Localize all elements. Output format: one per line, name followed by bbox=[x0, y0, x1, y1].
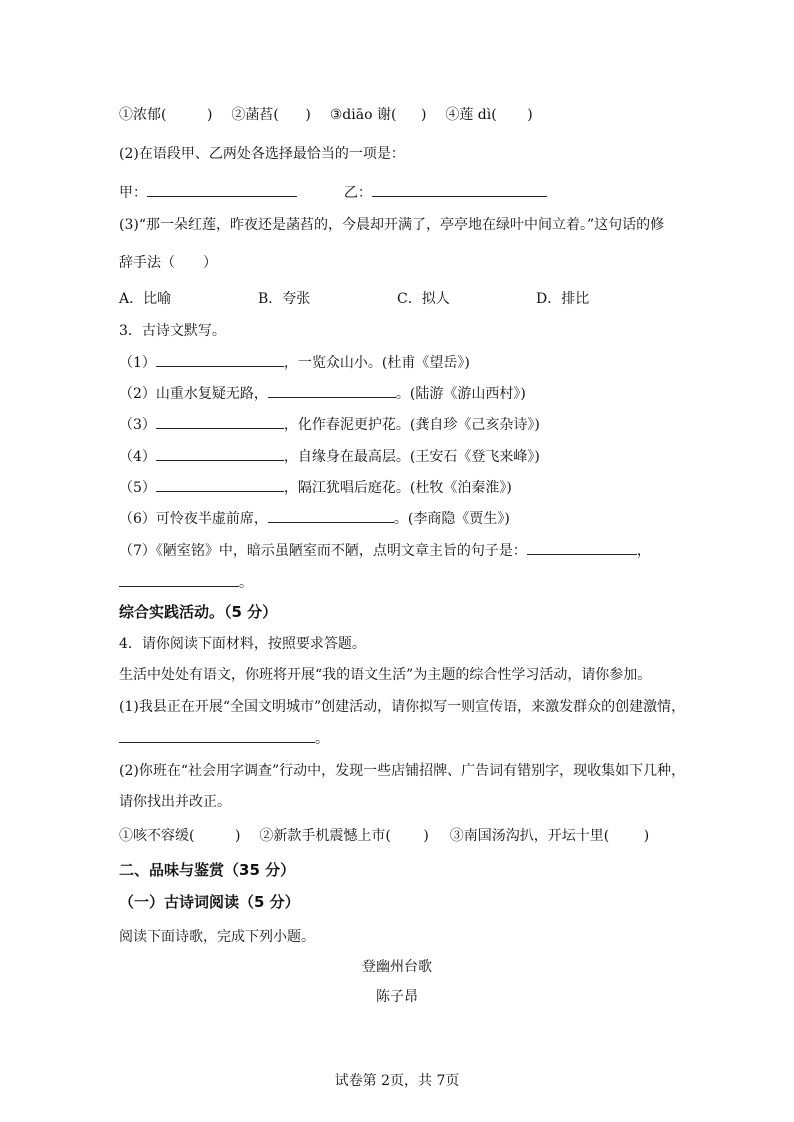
wrong-word-1: ①咳不容缓( bbox=[119, 828, 195, 844]
q3-line-6: （6）可怜夜半虚前席， 。(李商隐《贾生》) bbox=[119, 511, 510, 527]
q4-intro: 生活中处处有语文，你班将开展“我的语文生活”为主题的综合性学习活动，请你参加。 bbox=[119, 667, 652, 683]
q3-blank-6[interactable] bbox=[268, 509, 394, 523]
item-3: ③diāo 谢( bbox=[329, 107, 397, 123]
q3-line-7: （7）《陋室铭》中，暗示虽陋室而不陋，点明文章主旨的句子是： ， bbox=[119, 543, 651, 559]
option-b[interactable]: B．夸张 bbox=[258, 291, 311, 307]
q3-blank-7b[interactable] bbox=[119, 573, 239, 587]
q3-line-8: 。 bbox=[119, 573, 253, 592]
q4-2-line1: (2)你班在“社会用字调查”行动中，发现一些店铺招牌、广告词有错别字，现收集如下几种， bbox=[119, 763, 686, 779]
item-2: ②菡萏( bbox=[231, 107, 279, 123]
q3-line-5: （5） ，隔江犹唱后庭花。(杜牧《泊秦淮》) bbox=[119, 480, 512, 496]
q4-2-line2: 请你找出并改正。 bbox=[119, 794, 231, 810]
option-d[interactable]: D．排比 bbox=[536, 291, 590, 307]
slogan-blank[interactable] bbox=[119, 729, 315, 743]
yi-label: 乙： bbox=[343, 185, 372, 201]
jia-answer-blank[interactable] bbox=[147, 183, 297, 197]
q3-blank-5[interactable] bbox=[156, 478, 284, 492]
q3-blank-1[interactable] bbox=[156, 353, 284, 367]
option-c[interactable]: C．拟人 bbox=[397, 291, 450, 307]
q2-2-prompt: (2)在语段甲、乙两处各选择最恰当的一项是： bbox=[119, 146, 405, 162]
q2-3-options bbox=[119, 290, 589, 308]
yi-answer-blank[interactable] bbox=[372, 183, 547, 197]
wrong-word-3: ③南国汤沟扒，开坛十里( bbox=[449, 828, 610, 844]
q3-line-3: （3） ，化作春泥更护花。(龚自珍《己亥杂诗》) bbox=[119, 417, 540, 433]
section-two-title: 二、品味与鉴赏（35 分） bbox=[119, 861, 296, 879]
item-4: ④莲 dì( bbox=[445, 107, 497, 123]
section-practice-title: 综合实践活动。（5 分） bbox=[119, 603, 278, 621]
q3-line-1: （1） ，一览众山小。(杜甫《望岳》) bbox=[119, 355, 470, 371]
q4-title: 4．请你阅读下面材料，按照要求答题。 bbox=[119, 636, 366, 652]
q3-blank-2[interactable] bbox=[268, 384, 396, 398]
poem-instruction: 阅读下面诗歌，完成下列小题。 bbox=[119, 929, 315, 945]
q4-2-items: ①咳不容缓( ) ②新款手机震憾上市( ) ③南国汤沟扒，开坛十里( ) bbox=[119, 828, 650, 844]
q2-3-line1: (3)“那一朵红莲，昨夜还是菡萏的，今晨却开满了，亭亭地在绿叶中间立着。”这句话的修 bbox=[119, 217, 665, 233]
q3-blank-7a[interactable] bbox=[527, 541, 637, 555]
wrong-word-2: ②新款手机震憾上市( bbox=[259, 828, 391, 844]
q3-blank-4[interactable] bbox=[156, 447, 284, 461]
q2-2-answers bbox=[119, 183, 547, 202]
q2-3-line2: 辞手法（ ） bbox=[119, 255, 217, 271]
q4-1-line2: 。 bbox=[119, 729, 329, 748]
subsection-poem-title: （一）古诗词阅读（5 分） bbox=[119, 893, 300, 911]
q3-line-4: （4） ，自缘身在最高层。(王安石《登飞来峰》) bbox=[119, 449, 540, 465]
poem-title: 登幽州台歌 bbox=[362, 959, 432, 975]
poem-author: 陈子昂 bbox=[376, 989, 418, 1005]
q3-line-2: （2）山重水复疑无路， 。(陆游《游山西村》) bbox=[119, 386, 526, 402]
q3-blank-3[interactable] bbox=[156, 415, 284, 429]
q4-1-line1: (1)我县正在开展“全国文明城市”创建活动，请你拟写一则宣传语，来激发群众的创建激情， bbox=[119, 699, 686, 715]
page-footer: 试卷第 2页，共 7页 bbox=[334, 1073, 460, 1089]
option-a[interactable]: A．比喻 bbox=[119, 291, 172, 307]
q3-title: 3．古诗文默写。 bbox=[119, 323, 226, 339]
item-1: ①浓郁( bbox=[119, 107, 167, 123]
q2-1-items: ①浓郁( ) ②菡萏( ) ③diāo 谢( ) ④莲 dì( ) bbox=[119, 107, 533, 123]
jia-label: 甲： bbox=[119, 185, 147, 201]
